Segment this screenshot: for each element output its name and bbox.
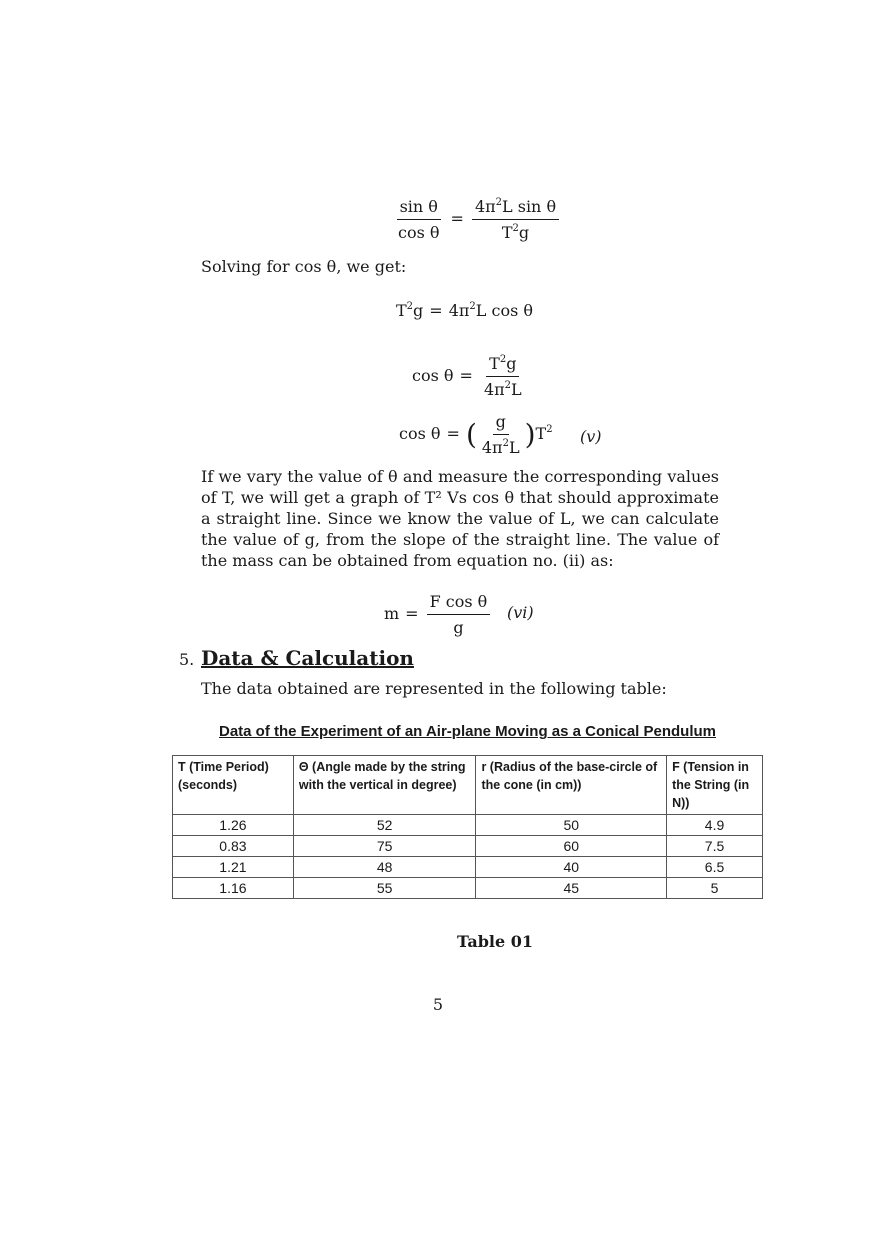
- table-cell: 60: [476, 836, 667, 857]
- data-table: [172, 755, 763, 899]
- table-header-row: [173, 756, 763, 815]
- eq5-denominator: g: [453, 618, 464, 637]
- rhs-denominator: $T^2g$: [501, 223, 530, 242]
- table-cell: 75: [293, 836, 476, 857]
- table-cell: 1.21: [173, 857, 294, 878]
- solving-text: Solving for cos θ, we get:: [201, 257, 407, 276]
- table-cell: 7.5: [667, 836, 763, 857]
- table-row: [173, 857, 763, 878]
- equation-label-vi: (vi): [507, 603, 534, 622]
- section-number: 5.: [179, 650, 195, 669]
- table-title: Data of the Experiment of an Air-plane Moving as a Conical Pendulum: [218, 723, 717, 740]
- page-number: 5: [432, 995, 444, 1014]
- header-time-period: T (Time Period) (seconds): [173, 756, 294, 815]
- lhs-numerator: sin θ: [397, 197, 441, 220]
- table-cell: 40: [476, 857, 667, 878]
- rhs-numerator: $4\pi^2L$ sin θ: [472, 197, 559, 220]
- table-cell: 45: [476, 878, 667, 899]
- eq3-denominator: $4\pi^2L$: [483, 380, 522, 399]
- equation-label-v: (v): [580, 427, 602, 446]
- table-row: [173, 878, 763, 899]
- table-row: [173, 836, 763, 857]
- table-caption: Table 01: [456, 932, 534, 951]
- lhs-denominator: cos θ: [398, 223, 440, 242]
- fraction-lhs: [395, 197, 443, 242]
- paragraph-table-intro: The data obtained are represented in the following table:: [201, 679, 667, 698]
- table-cell: 48: [293, 857, 476, 878]
- header-tension: F (Tension in the String (in N)): [667, 756, 763, 815]
- table-cell: 50: [476, 815, 667, 836]
- table-cell: 6.5: [667, 857, 763, 878]
- table-cell: 0.83: [173, 836, 294, 857]
- table-cell: 4.9: [667, 815, 763, 836]
- paragraph-graph-explanation: If we vary the value of θ and measure the corresponding values of T, we will get a graph of T² Vs cos θ that should approximate a straight line. Since we know the value of L, we can calculate the value of g, from the slope of the straight line. The value of the mass can be obtained from equation no. (ii) as:: [201, 467, 719, 570]
- table-cell: 5: [667, 878, 763, 899]
- eq4-denominator: $4\pi^2L$: [481, 438, 520, 457]
- section-title: Data & Calculation: [201, 646, 414, 670]
- header-angle: Θ (Angle made by the string with the vertical in degree): [293, 756, 476, 815]
- fraction-rhs: [472, 197, 559, 242]
- table-row: [173, 815, 763, 836]
- table-cell: 1.16: [173, 878, 294, 899]
- table-cell: 1.26: [173, 815, 294, 836]
- equation-ratio: $\frac{\text{sin θ}}{\text{cos θ}}$ = $\frac{4\pi^2L \sin \theta}{T^2g}$: [393, 197, 561, 242]
- eq3-numerator: $T^2g$: [486, 354, 519, 377]
- equation-cos-theta: cos θ = $\frac{T^2g}{4\pi^2L}$: [412, 354, 527, 399]
- equation-vi: m = $\frac{\text{F cos θ}}{g}$: [384, 592, 492, 637]
- eq5-numerator: F cos θ: [427, 592, 491, 615]
- equation-v: cos θ = ( $\frac{g}{4\pi^2L}$ )$T^2$: [399, 412, 553, 457]
- table-cell: 52: [293, 815, 476, 836]
- eq4-numerator: g: [493, 412, 509, 435]
- equation-t2g: $T^2g = 4\pi^2L$ cos θ: [396, 301, 534, 320]
- table-cell: 55: [293, 878, 476, 899]
- header-radius: r (Radius of the base-circle of the cone (in cm)): [476, 756, 667, 815]
